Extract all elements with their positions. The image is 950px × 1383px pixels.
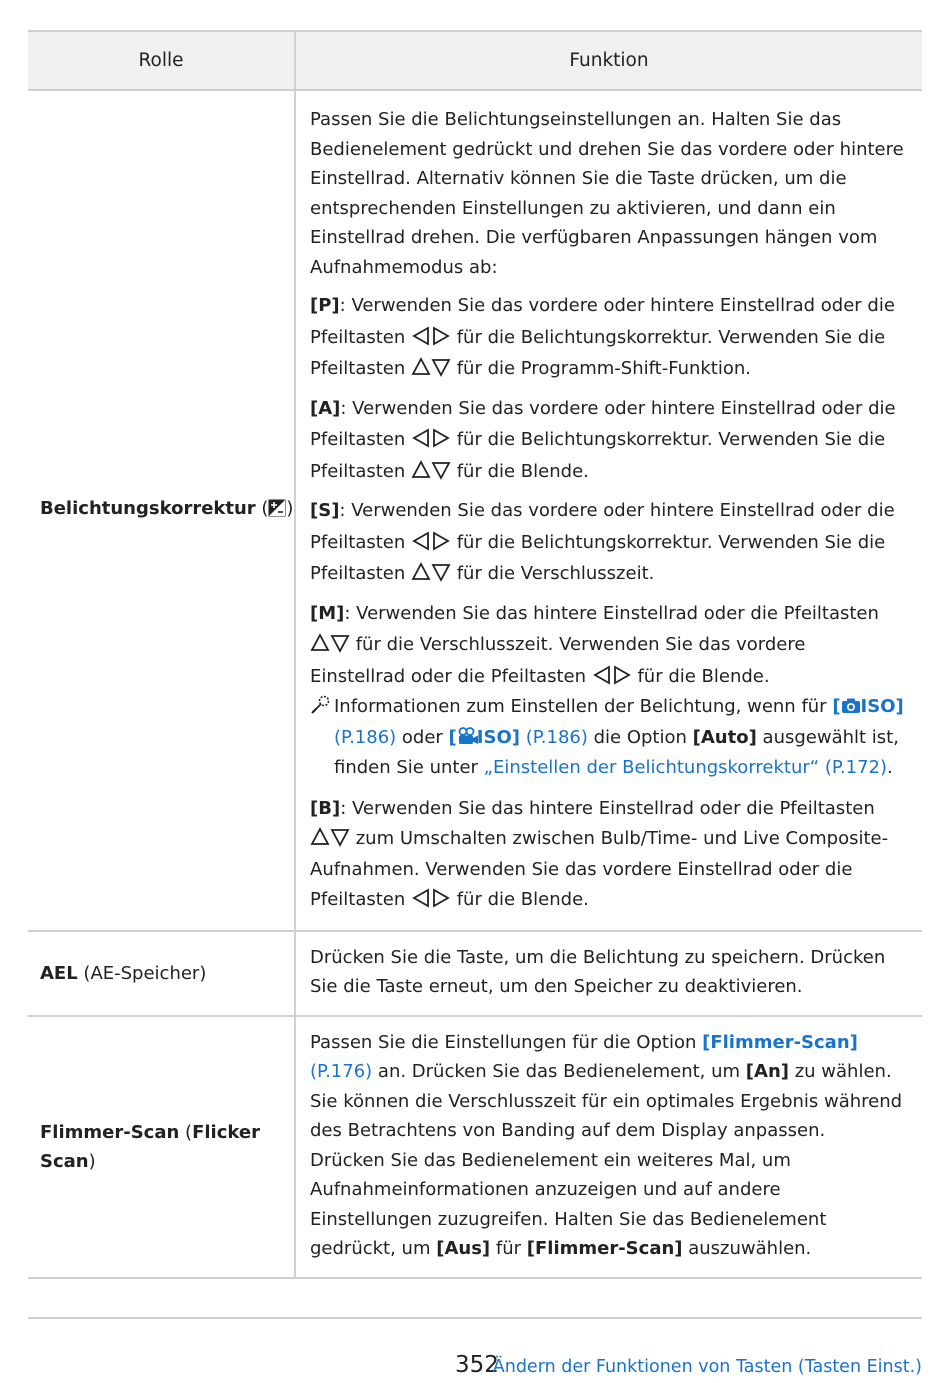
left-right-arrows-icon bbox=[411, 888, 451, 908]
role-name: Belichtungskorrektur bbox=[40, 498, 256, 520]
mode-text: : Verwenden Sie das vordere oder hintere Einstellrad oder die Pfeiltasten bbox=[310, 500, 895, 553]
role-name: Flimmer-Scan bbox=[40, 1121, 180, 1143]
left-right-arrows-icon bbox=[411, 428, 451, 448]
mode-text: für die Belichtungskorrektur. Verwenden Sie die Pfeiltasten bbox=[310, 429, 886, 482]
up-down-arrows-icon bbox=[411, 562, 451, 582]
iso-photo-link[interactable] bbox=[832, 696, 903, 717]
function-text-part: für bbox=[490, 1238, 527, 1259]
up-down-arrows-icon bbox=[411, 460, 451, 480]
mode-s-text bbox=[310, 495, 904, 590]
option-flimmer-scan: [Flimmer-Scan] bbox=[526, 1238, 683, 1259]
up-down-arrows-icon bbox=[310, 827, 350, 847]
role-paren: ) bbox=[286, 498, 294, 520]
tip-text-part: oder bbox=[396, 726, 449, 748]
option-aus: [Aus] bbox=[436, 1238, 491, 1259]
mode-text: : Verwenden Sie das vordere oder hintere Einstellrad oder die Pfeiltasten bbox=[310, 397, 896, 450]
left-right-arrows-icon bbox=[592, 665, 632, 685]
page-ref-link[interactable]: (P.186) bbox=[334, 726, 397, 748]
footer-divider bbox=[28, 1317, 922, 1319]
function-text-part: an. Drücken Sie das Bedienelement, um bbox=[372, 1061, 746, 1082]
role-name: AEL bbox=[40, 962, 78, 984]
link-label: ISO] bbox=[860, 696, 904, 717]
page-ref-link[interactable]: (P.176) bbox=[310, 1061, 373, 1082]
page-number: 352 bbox=[455, 1352, 499, 1378]
tip-text-part: . bbox=[887, 757, 893, 778]
page-ref-link[interactable]: (P.186) bbox=[519, 726, 588, 748]
section-title-link[interactable]: Ändern der Funktionen von Tasten (Tasten Einst.) bbox=[492, 1357, 922, 1377]
function-text: Drücken Sie die Taste, um die Belichtung zu speichern. Drücken Sie die Taste erneut, um den Speicher zu deaktivieren. bbox=[310, 946, 886, 997]
function-cell bbox=[296, 91, 922, 930]
mode-label: [M] bbox=[310, 602, 345, 624]
role-cell bbox=[28, 932, 296, 1015]
tip-text-part: Informationen zum Einstellen der Belichtung, wenn für bbox=[334, 696, 833, 717]
mode-a-text bbox=[310, 393, 904, 488]
mode-m-text bbox=[310, 598, 904, 693]
role-cell bbox=[28, 91, 296, 930]
function-text-part: zu wählen. Sie können die Verschlusszeit für ein optimales Ergebnis während des Betrachtens von Banding auf dem Display anpassen. Drücken Sie das Bedienelement ein weiteres Mal, um Aufnahmeinformationen anzuzeigen und auf andere Einstellungen zuzugreifen. Halten Sie das Bedienelement gedrückt, um bbox=[310, 1061, 903, 1259]
mode-label: [P] bbox=[310, 295, 340, 316]
table-row bbox=[28, 1017, 922, 1279]
mode-label: [A] bbox=[310, 397, 341, 419]
mode-label: [S] bbox=[310, 500, 340, 521]
auto-option: [Auto] bbox=[692, 726, 757, 748]
mode-text: für die Verschlusszeit. Verwenden Sie das vordere Einstellrad oder die Pfeiltasten bbox=[310, 634, 806, 687]
tip-text-part: ausgewählt ist, finden Sie unter bbox=[334, 726, 899, 778]
mode-text: für die Blende. bbox=[451, 460, 589, 482]
role-paren: ( bbox=[255, 498, 269, 520]
mode-text: : Verwenden Sie das hintere Einstellrad oder die Pfeiltasten bbox=[344, 602, 879, 624]
exposure-compensation-link[interactable]: „Einstellen der Belichtungskorrektur“ (P.172) bbox=[483, 757, 887, 778]
up-down-arrows-icon bbox=[310, 633, 350, 653]
tip-text-part: die Option bbox=[587, 726, 693, 748]
exposure-compensation-icon bbox=[268, 497, 286, 526]
camera-icon bbox=[841, 694, 861, 711]
function-cell bbox=[296, 932, 922, 1015]
mode-text: : Verwenden Sie das hintere Einstellrad oder die Pfeiltasten bbox=[340, 797, 875, 819]
role-paren: ) bbox=[88, 1150, 96, 1172]
function-text-part: Passen Sie die Einstellungen für die Option bbox=[310, 1031, 703, 1053]
iso-movie-link[interactable] bbox=[449, 727, 520, 748]
mode-text: für die Belichtungskorrektur. Verwenden Sie die Pfeiltasten bbox=[310, 326, 886, 379]
up-down-arrows-icon bbox=[411, 357, 451, 377]
tip-text bbox=[334, 692, 904, 784]
role-english-name: Flicker Scan bbox=[40, 1121, 260, 1172]
left-right-arrows-icon bbox=[411, 326, 451, 346]
function-cell bbox=[296, 1017, 922, 1277]
table-row bbox=[28, 91, 922, 932]
role-cell bbox=[28, 1017, 296, 1277]
option-an: [An] bbox=[745, 1061, 789, 1082]
mode-text: für die Programm-Shift-Funktion. bbox=[451, 358, 752, 379]
table-row bbox=[28, 932, 922, 1017]
link-label: ISO] bbox=[476, 726, 520, 748]
link-bracket: [ bbox=[832, 696, 841, 717]
role-paren: ( bbox=[179, 1121, 193, 1143]
mode-text: für die Blende. bbox=[451, 889, 589, 910]
function-table bbox=[28, 30, 922, 1279]
mode-text: für die Verschlusszeit. bbox=[451, 563, 655, 584]
intro-text: Passen Sie die Belichtungseinstellungen an. Halten Sie das Bedienelement gedrückt und drehen Sie das vordere oder hintere Einstellrad. Alternativ können Sie die Taste drücken, um die entsprechenden Einstellungen zu aktivieren, und dann ein Einstellrad drehen. Die verfügbaren Anpassungen hängen vom Aufnahmemodus ab: bbox=[310, 109, 904, 278]
header-role: Rolle bbox=[28, 32, 296, 89]
mode-text: zum Umschalten zwischen Bulb/Time- und Live Composite-Aufnahmen. Verwenden Sie das vordere Einstellrad oder die Pfeiltasten bbox=[310, 828, 889, 910]
tip-icon bbox=[310, 692, 334, 784]
tip-note bbox=[310, 692, 904, 784]
mode-text: für die Blende. bbox=[631, 665, 770, 687]
flimmer-scan-link[interactable]: [Flimmer-Scan] bbox=[702, 1031, 858, 1053]
mode-text: für die Belichtungskorrektur. Verwenden Sie die Pfeiltasten bbox=[310, 531, 886, 584]
mode-label: [B] bbox=[310, 797, 341, 819]
table-header bbox=[28, 32, 922, 91]
header-function: Funktion bbox=[569, 50, 649, 71]
movie-camera-icon bbox=[457, 725, 477, 742]
function-text-part: auszuwählen. bbox=[682, 1238, 812, 1259]
link-bracket: [ bbox=[448, 726, 457, 748]
mode-b-text bbox=[310, 794, 904, 916]
function-text bbox=[310, 1028, 904, 1264]
mode-p-text bbox=[310, 290, 904, 385]
left-right-arrows-icon bbox=[411, 531, 451, 551]
mode-text: : Verwenden Sie das vordere oder hintere Einstellrad oder die Pfeiltasten bbox=[310, 295, 895, 348]
role-subtitle: (AE-Speicher) bbox=[77, 962, 207, 984]
